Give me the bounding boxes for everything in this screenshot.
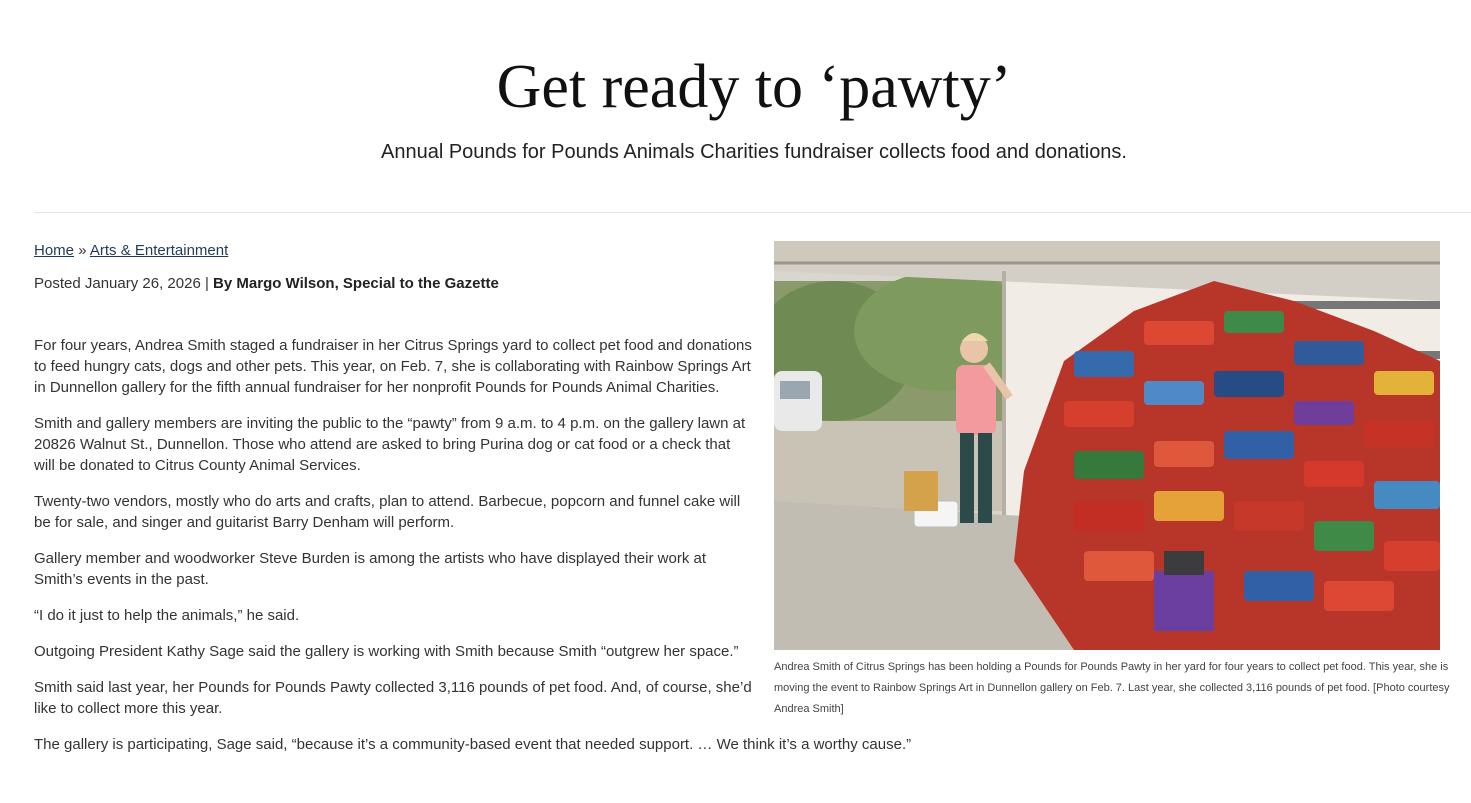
posted-date: Posted January 26, 2026 <box>34 275 201 292</box>
paragraph: Smith and gallery members are inviting the public to the “pawty” from 9 a.m. to 4 p.m. on the gallery lawn at 20826 Walnut St., Dunnellon. Those who attend are asked to bring Purina dog or cat food or a check that will be donated to Citrus County Animal Services. <box>34 415 746 474</box>
paragraph: Smith said last year, her Pounds for Pounds Pawty collected 3,116 pounds of pet food. And, of course, she’d like to collect more this year. <box>34 679 752 717</box>
paragraph: Gallery member and woodworker Steve Burden is among the artists who have displayed their work at Smith’s events in the past. <box>34 550 706 588</box>
garage-photo-illustration <box>774 241 1440 650</box>
article-headline: Get ready to ‘pawty’ <box>496 53 1012 121</box>
byline-separator: | <box>204 275 209 292</box>
paragraph: For four years, Andrea Smith staged a fundraiser in her Citrus Springs yard to collect pet food and donations to feed hungry cats, dogs and other pets. This year, on Feb. 7, she is collaborating with Rainbow Springs Art in Dunnellon gallery for the fifth annual fundraiser for her nonprofit Pounds for Pounds Animal Charities. <box>34 337 752 396</box>
article-body <box>34 335 912 770</box>
author-name: By Margo Wilson, Special to the Gazette <box>213 275 499 292</box>
breadcrumb-home-link[interactable]: Home <box>34 242 75 259</box>
breadcrumb-section-link[interactable]: Arts & Entertainment <box>89 242 229 259</box>
header-divider <box>34 212 1471 213</box>
breadcrumb-separator: » <box>78 242 87 259</box>
photo-caption: Andrea Smith of Citrus Springs has been holding a Pounds for Pounds Pawty in her yard for four years to collect pet food. This year, she is moving the event to Rainbow Springs Art in Dunnellon gallery on Feb. 7. Last year, she collected 3,116 pounds of pet food. [Photo courtesy Andrea Smith] <box>774 661 1450 715</box>
paragraph: “I do it just to help the animals,” he said. <box>34 607 300 624</box>
paragraph: Twenty-two vendors, mostly who do arts and crafts, plan to attend. Barbecue, popcorn and funnel cake will be for sale, and singer and guitarist Barry Denham will perform. <box>34 493 741 531</box>
byline <box>34 274 499 294</box>
paragraph: Outgoing President Kathy Sage said the gallery is working with Smith because Smith “outgrew her space.” <box>34 643 739 660</box>
breadcrumb <box>34 241 228 261</box>
article-deck: Annual Pounds for Pounds Animals Charities fundraiser collects food and donations. <box>380 141 1127 163</box>
paragraph: The gallery is participating, Sage said, “because it’s a community-based event that needed support. … We think it’s a worthy cause.” <box>34 736 912 753</box>
article-photo[interactable] <box>774 241 1440 650</box>
